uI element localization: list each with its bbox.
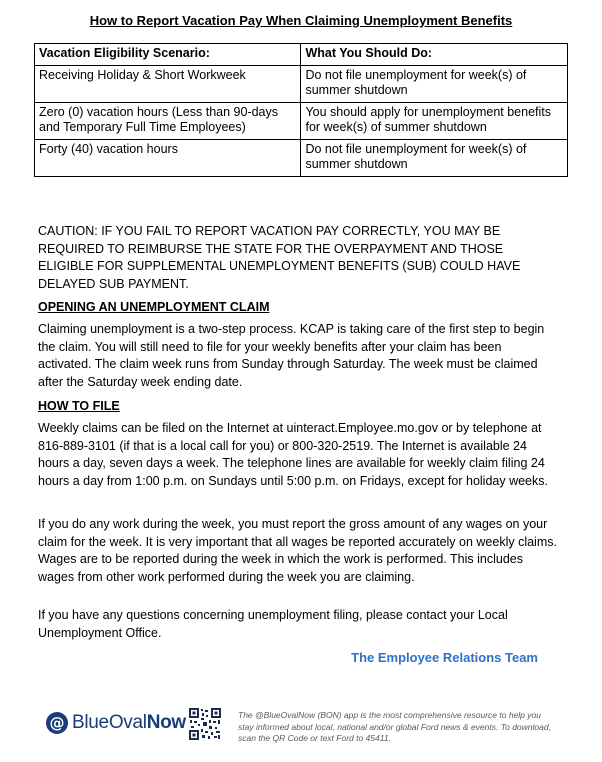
table-cell-scenario: Forty (40) vacation hours: [35, 139, 301, 176]
table-cell-action: Do not file unemployment for week(s) of summer shutdown: [301, 65, 568, 102]
table-header-action: What You Should Do:: [301, 44, 568, 66]
signature: The Employee Relations Team: [351, 650, 538, 665]
how-to-file-paragraph-2: If you do any work during the week, you must report the gross amount of any wages on your claim for the week. It is very important that all wages be reported accurately on weekly claims. Wages are to be reported during the week in which the work is performed. This includes wages from other work performed during the week you are claiming.: [38, 517, 557, 584]
caution-notice: CAUTION: IF YOU FAIL TO REPORT VACATION PAY CORRECTLY, YOU MAY BE REQUIRED TO REIMBURSE THE STATE FOR THE OVERPAYMENT AND THOSE ELIGIBLE FOR SUPPLEMENTAL UNEMPLOYMENT BENEFITS (SUB) COULD HAVE DELAYED SUB PAYMENT.: [38, 224, 521, 291]
page-title: How to Report Vacation Pay When Claiming Unemployment Benefits: [89, 13, 513, 28]
table-cell-action: You should apply for unemployment benefits for week(s) of summer shutdown: [301, 102, 568, 139]
table-header-scenario: Vacation Eligibility Scenario:: [35, 44, 301, 66]
app-promo-note: The @BlueOvalNow (BON) app is the most comprehensive resource to help you stay informed about local, national and/or global Ford news & events. To download, scan the QR Code or text Ford to 45411.: [238, 710, 551, 743]
vacation-scenario-table: [34, 43, 568, 177]
how-to-file-paragraph-1: Weekly claims can be filed on the Internet at uinteract.Employee.mo.gov or by telephone at 816-889-3101 (if that is a local call for you) or 800-320-2519. The Internet is available 24 hours a day, seven days a week. The telephone lines are available for weekly claim filing 24 hours a day from 1:00 p.m. on Sundays until 5:00 p.m. on Fridays, except for holiday weeks.: [38, 421, 548, 488]
table-cell-action: Do not file unemployment for week(s) of summer shutdown: [301, 139, 568, 176]
logo-text: BlueOvalNow: [72, 712, 186, 733]
table-row: [35, 65, 568, 102]
table-row: [35, 102, 568, 139]
blueovalnow-logo: [46, 712, 186, 734]
table-row: [35, 139, 568, 176]
section-heading-how-to-file: HOW TO FILE: [38, 399, 120, 413]
opening-paragraph: Claiming unemployment is a two-step process. KCAP is taking care of the first step to begin the claim. You will still need to file for your weekly benefits after your claim has been activated. The claim week runs from Sunday through Saturday. The week must be claimed after the Saturday week ending date.: [38, 322, 545, 389]
table-cell-scenario: Receiving Holiday & Short Workweek: [35, 65, 301, 102]
qr-code-icon[interactable]: [188, 707, 222, 741]
how-to-file-paragraph-3: If you have any questions concerning unemployment filing, please contact your Local Unemployment Office.: [38, 608, 508, 640]
table-cell-scenario: Zero (0) vacation hours (Less than 90-days and Temporary Full Time Employees): [35, 102, 301, 139]
table-header-row: [35, 44, 568, 66]
at-sign-icon: @: [46, 712, 68, 734]
section-heading-opening: OPENING AN UNEMPLOYMENT CLAIM: [38, 300, 270, 314]
